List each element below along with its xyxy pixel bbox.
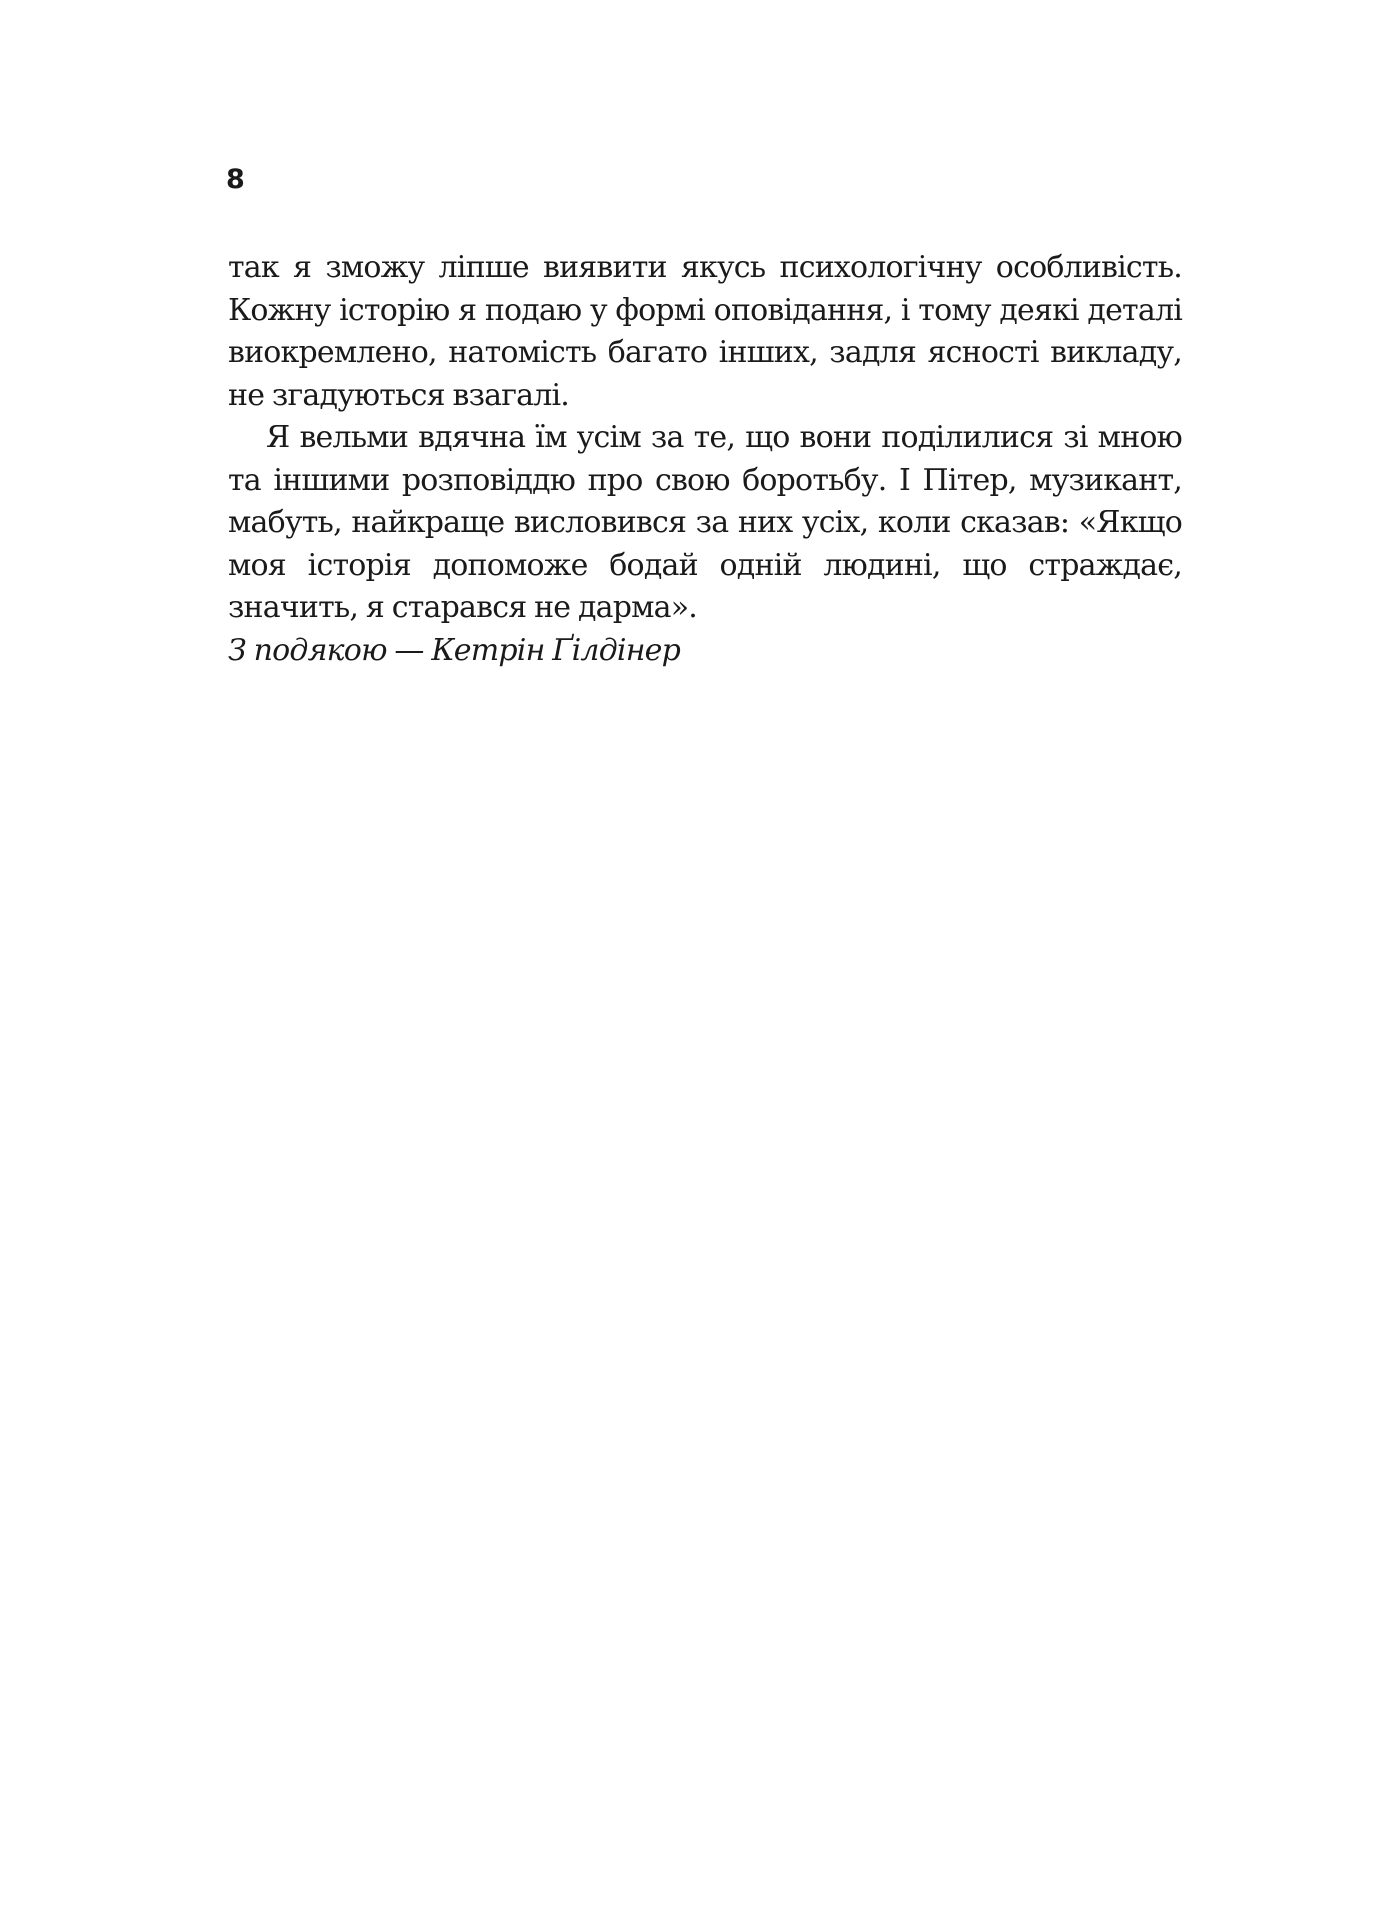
paragraph-gratitude: Я вельми вдячна їм усім за те, що вони поділилися зі мною та іншими розповіддю про свою боротьбу. І Пітер, музикант, мабуть, найкраще висловився за них усіх, коли сказав: «Якщо моя історія допоможе бодай одній людині, що страждає, значить, я старався не дарма». xyxy=(228,420,1182,625)
body-text xyxy=(228,247,1182,672)
paragraph-continuation: так я зможу ліпше виявити якусь психологічну особливість. Кожну історію я подаю у формі оповідання, і тому деякі деталі виокремлено, натомість багато інших, задля ясності викладу, не згадуються взагалі. xyxy=(228,250,1182,413)
page-number: 8 xyxy=(226,164,245,195)
signature: З подякою — Кетрін Ґілдінер xyxy=(228,632,681,668)
